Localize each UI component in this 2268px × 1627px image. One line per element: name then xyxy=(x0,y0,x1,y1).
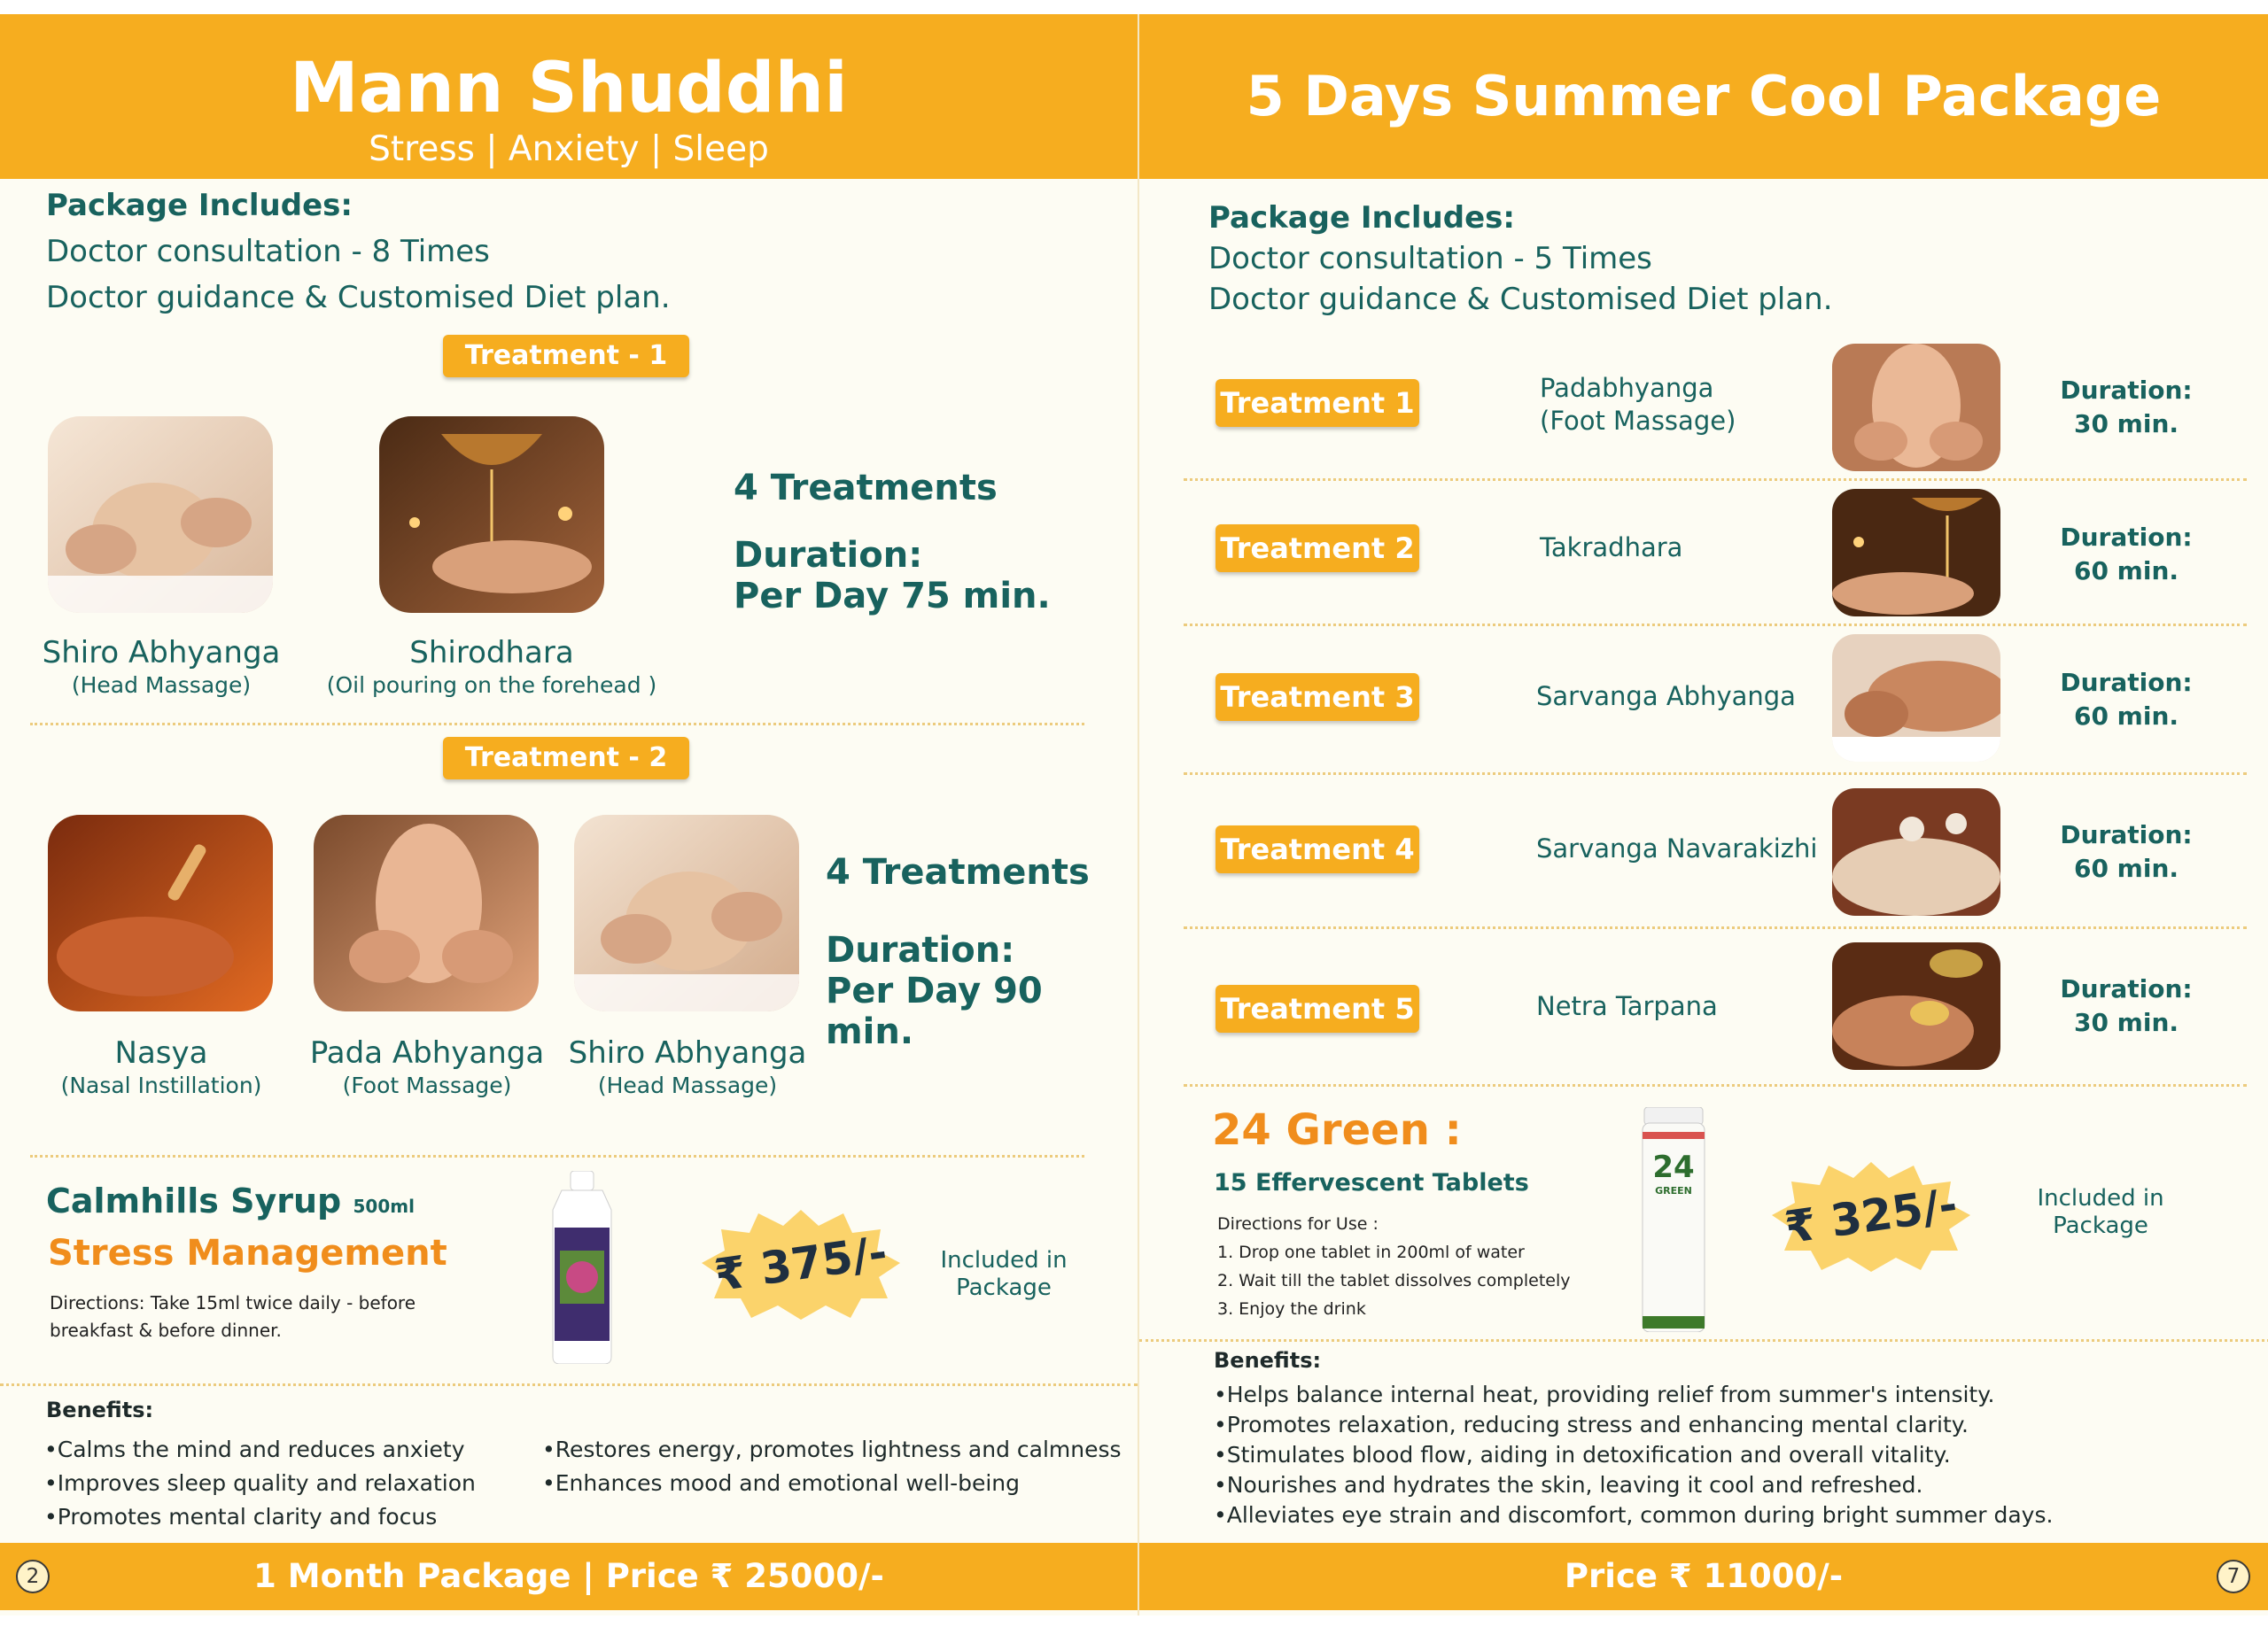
benefit-item: • Alleviates eye strain and discomfort, common during bright summer days. xyxy=(1214,1500,2241,1530)
left-footer-price: 1 Month Package | Price ₹ 25000/- xyxy=(253,1557,884,1595)
brochure-spread xyxy=(0,14,2268,1615)
treatment-row-5-pill: Treatment 5 xyxy=(1216,985,1419,1033)
benefit-item: • Enhances mood and emotional well-being xyxy=(542,1467,1127,1500)
left-subtitle: Stress | Anxiety | Sleep xyxy=(369,129,769,169)
right-title: 5 Days Summer Cool Package xyxy=(1246,64,2162,128)
treatment-row-1-name: Padabhyanga (Foot Massage) xyxy=(1540,373,1736,436)
left-page xyxy=(0,14,1138,1615)
product-tagline: Stress Management xyxy=(48,1233,447,1274)
treatment-row-5-name: Netra Tarpana xyxy=(1536,991,1718,1021)
treatment-row-3-pill: Treatment 3 xyxy=(1216,673,1419,721)
photo-head-massage-2 xyxy=(574,815,799,1011)
price-burst-right xyxy=(1770,1158,1972,1274)
left-include-2: Doctor guidance & Customised Diet plan. xyxy=(46,280,671,315)
treatment-row-3-name: Sarvanga Abhyanga xyxy=(1536,681,1796,711)
green-product-subtitle: 15 Effervescent Tablets xyxy=(1214,1169,1529,1197)
product-price: ₹ 375/- xyxy=(711,1226,890,1302)
treatment-2-pill: Treatment - 2 xyxy=(443,737,689,779)
benefit-item: • Stimulates blood flow, aiding in detoxification and overall vitality. xyxy=(1214,1440,2241,1470)
treatment-row-2-duration: Duration: 60 min. xyxy=(2060,523,2193,585)
left-header xyxy=(0,14,1138,179)
photo-padabhyanga xyxy=(1832,344,2000,471)
tablet-tube-image xyxy=(1641,1107,1706,1332)
benefit-item: • Restores energy, promotes lightness and calmness xyxy=(542,1433,1127,1467)
tube-label: GREEN xyxy=(1655,1185,1692,1197)
caption-shiro-abhyanga-2: Shiro Abhyanga (Head Massage) xyxy=(568,1035,807,1098)
green-product-directions: Directions for Use : 1. Drop one tablet in 200ml of water 2. Wait till the tablet dissolves completely 3. Enjoy the drink xyxy=(1217,1214,1571,1319)
syrup-bottle-image xyxy=(542,1171,622,1364)
caption-pada-abhyanga: Pada Abhyanga (Foot Massage) xyxy=(309,1035,545,1098)
benefit-item: • Helps balance internal heat, providing relief from summer's intensity. xyxy=(1214,1380,2241,1410)
divider xyxy=(1184,1084,2247,1087)
treatment-row-3-duration: Duration: 60 min. xyxy=(2060,668,2193,731)
included-in-package: Included in Package xyxy=(2037,1185,2164,1239)
photo-sarvanga-navarakizhi xyxy=(1832,788,2000,916)
green-product-price: ₹ 325/- xyxy=(1782,1178,1961,1254)
treatment-row-5-duration: Duration: 30 min. xyxy=(2060,974,2193,1037)
treatment-row-2-name: Takradhara xyxy=(1540,532,1683,562)
left-include-1: Doctor consultation - 8 Times xyxy=(46,234,490,269)
photo-foot-massage xyxy=(314,815,539,1011)
benefit-item: • Calms the mind and reduces anxiety xyxy=(44,1433,540,1467)
treatment-row-1-duration: Duration: 30 min. xyxy=(2060,376,2193,438)
right-footer xyxy=(1139,1543,2268,1610)
treatment-1-count: 4 Treatments xyxy=(734,468,998,508)
divider xyxy=(1184,926,2247,929)
left-title: Mann Shuddhi xyxy=(290,49,848,128)
product-name: Calmhills Syrup 500ml xyxy=(46,1182,415,1220)
caption-shirodhara: Shirodhara (Oil pouring on the forehead ) xyxy=(326,635,657,698)
benefit-item: • Nourishes and hydrates the skin, leaving it cool and refreshed. xyxy=(1214,1470,2241,1500)
left-includes-heading: Package Includes: xyxy=(46,188,353,223)
photo-takradhara xyxy=(1832,489,2000,616)
treatment-2-duration: Duration: Per Day 90 min. xyxy=(826,930,1043,1052)
photo-sarvanga-abhyanga xyxy=(1832,634,2000,762)
treatment-row-2-pill: Treatment 2 xyxy=(1216,524,1419,572)
right-page xyxy=(1138,14,2268,1615)
treatment-row-4-duration: Duration: 60 min. xyxy=(2060,820,2193,883)
divider xyxy=(0,1383,1138,1386)
right-benefits-heading: Benefits: xyxy=(1214,1348,1322,1373)
treatment-1-duration: Duration: Per Day 75 min. xyxy=(734,535,1051,616)
left-benefits-col2 xyxy=(542,1433,1127,1500)
page-number-right: 7 xyxy=(2217,1560,2250,1593)
left-benefits-heading: Benefits: xyxy=(46,1398,154,1422)
right-footer-price: Price ₹ 11000/- xyxy=(1564,1557,1844,1595)
page-number-left: 2 xyxy=(16,1560,50,1593)
photo-nasya xyxy=(48,815,273,1011)
benefit-item: • Improves sleep quality and relaxation xyxy=(44,1467,540,1500)
treatment-row-1-pill: Treatment 1 xyxy=(1216,379,1419,427)
divider xyxy=(30,723,1084,725)
caption-nasya: Nasya (Nasal Instillation) xyxy=(60,1035,262,1098)
tube-number: 24 xyxy=(1652,1150,1695,1185)
treatment-1-pill: Treatment - 1 xyxy=(443,335,689,377)
right-include-2: Doctor guidance & Customised Diet plan. xyxy=(1208,282,1833,317)
treatment-2-count: 4 Treatments xyxy=(826,852,1090,893)
right-header xyxy=(1139,14,2268,179)
divider xyxy=(1184,624,2247,626)
green-product-name: 24 Green : xyxy=(1212,1105,1462,1155)
treatment-row-4-pill: Treatment 4 xyxy=(1216,825,1419,873)
photo-head-massage xyxy=(48,416,273,613)
treatment-row-4-name: Sarvanga Navarakizhi xyxy=(1536,833,1818,864)
divider xyxy=(30,1155,1084,1158)
benefit-item: • Promotes relaxation, reducing stress and enhancing mental clarity. xyxy=(1214,1410,2241,1440)
caption-shiro-abhyanga-1: Shiro Abhyanga (Head Massage) xyxy=(42,635,281,698)
left-footer xyxy=(0,1543,1138,1610)
photo-netra-tarpana xyxy=(1832,942,2000,1070)
included-in-package: Included in Package xyxy=(940,1247,1068,1301)
divider xyxy=(1184,772,2247,775)
price-burst-left xyxy=(700,1206,902,1321)
benefit-item: • Promotes mental clarity and focus xyxy=(44,1500,540,1534)
right-includes-heading: Package Includes: xyxy=(1208,200,1515,236)
left-benefits-col1 xyxy=(44,1433,540,1534)
right-include-1: Doctor consultation - 5 Times xyxy=(1208,241,1652,276)
divider xyxy=(1139,1339,2268,1342)
product-directions: Directions: Take 15ml twice daily - before breakfast & before dinner. xyxy=(50,1292,416,1341)
divider xyxy=(1184,478,2247,481)
photo-shirodhara xyxy=(379,416,604,613)
right-benefits-list xyxy=(1214,1380,2241,1530)
